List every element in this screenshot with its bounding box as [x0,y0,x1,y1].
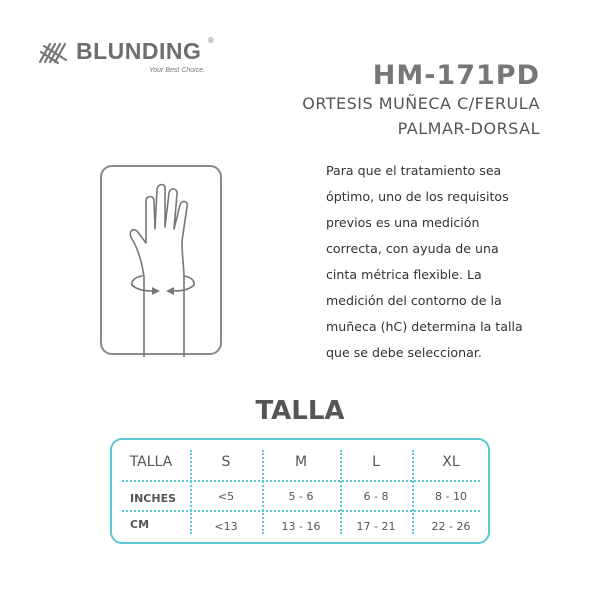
inches-m: 5 - 6 [288,490,314,503]
yarn-ball-icon [36,38,72,66]
brand-name: BLUNDING [76,38,202,64]
row-label-inches: INCHES [130,492,177,505]
hand-wrist-measure-icon [102,167,224,357]
size-header-l: L [372,454,380,470]
brand-logo [36,36,214,80]
cm-s: <13 [214,520,238,533]
description-line: óptimo, uno de los requisitos [326,189,509,204]
row-divider [122,480,480,482]
inches-xl: 8 - 10 [435,490,467,503]
size-header-m: M [294,454,308,470]
description-line: Para que el tratamiento sea [326,163,502,178]
product-model: HM-171PD [372,60,540,91]
description-line: muñeca (hC) determina la talla [326,319,523,334]
hand-illustration-card [100,165,222,355]
description-line: que se debe seleccionar. [326,345,482,360]
size-section-title: TALLA [255,396,345,426]
registered-mark: ® [208,36,214,45]
inches-s: <5 [217,490,235,503]
row-label-cm: CM [130,518,150,531]
cm-m: 13 - 16 [281,520,321,533]
cm-l: 17 - 21 [356,520,396,533]
description-line: previos es una medición [326,215,480,230]
inches-l: 6 - 8 [363,490,389,503]
size-table [110,438,490,544]
size-header-talla: TALLA [129,454,173,470]
size-header-s: S [221,454,231,470]
product-name-line-1: ORTESIS MUÑECA C/FERULA [302,94,540,113]
size-header-xl: XL [442,454,460,470]
description-line: correcta, con ayuda de una [326,241,499,256]
brand-tagline: Your Best Choice. [149,67,206,74]
description-line: medición del contorno de la [326,293,502,308]
row-divider [122,510,480,512]
cm-xl: 22 - 26 [431,520,471,533]
measurement-description [326,158,556,366]
product-name-line-2: PALMAR-DORSAL [397,119,540,138]
description-line: cinta métrica flexible. La [326,267,482,282]
